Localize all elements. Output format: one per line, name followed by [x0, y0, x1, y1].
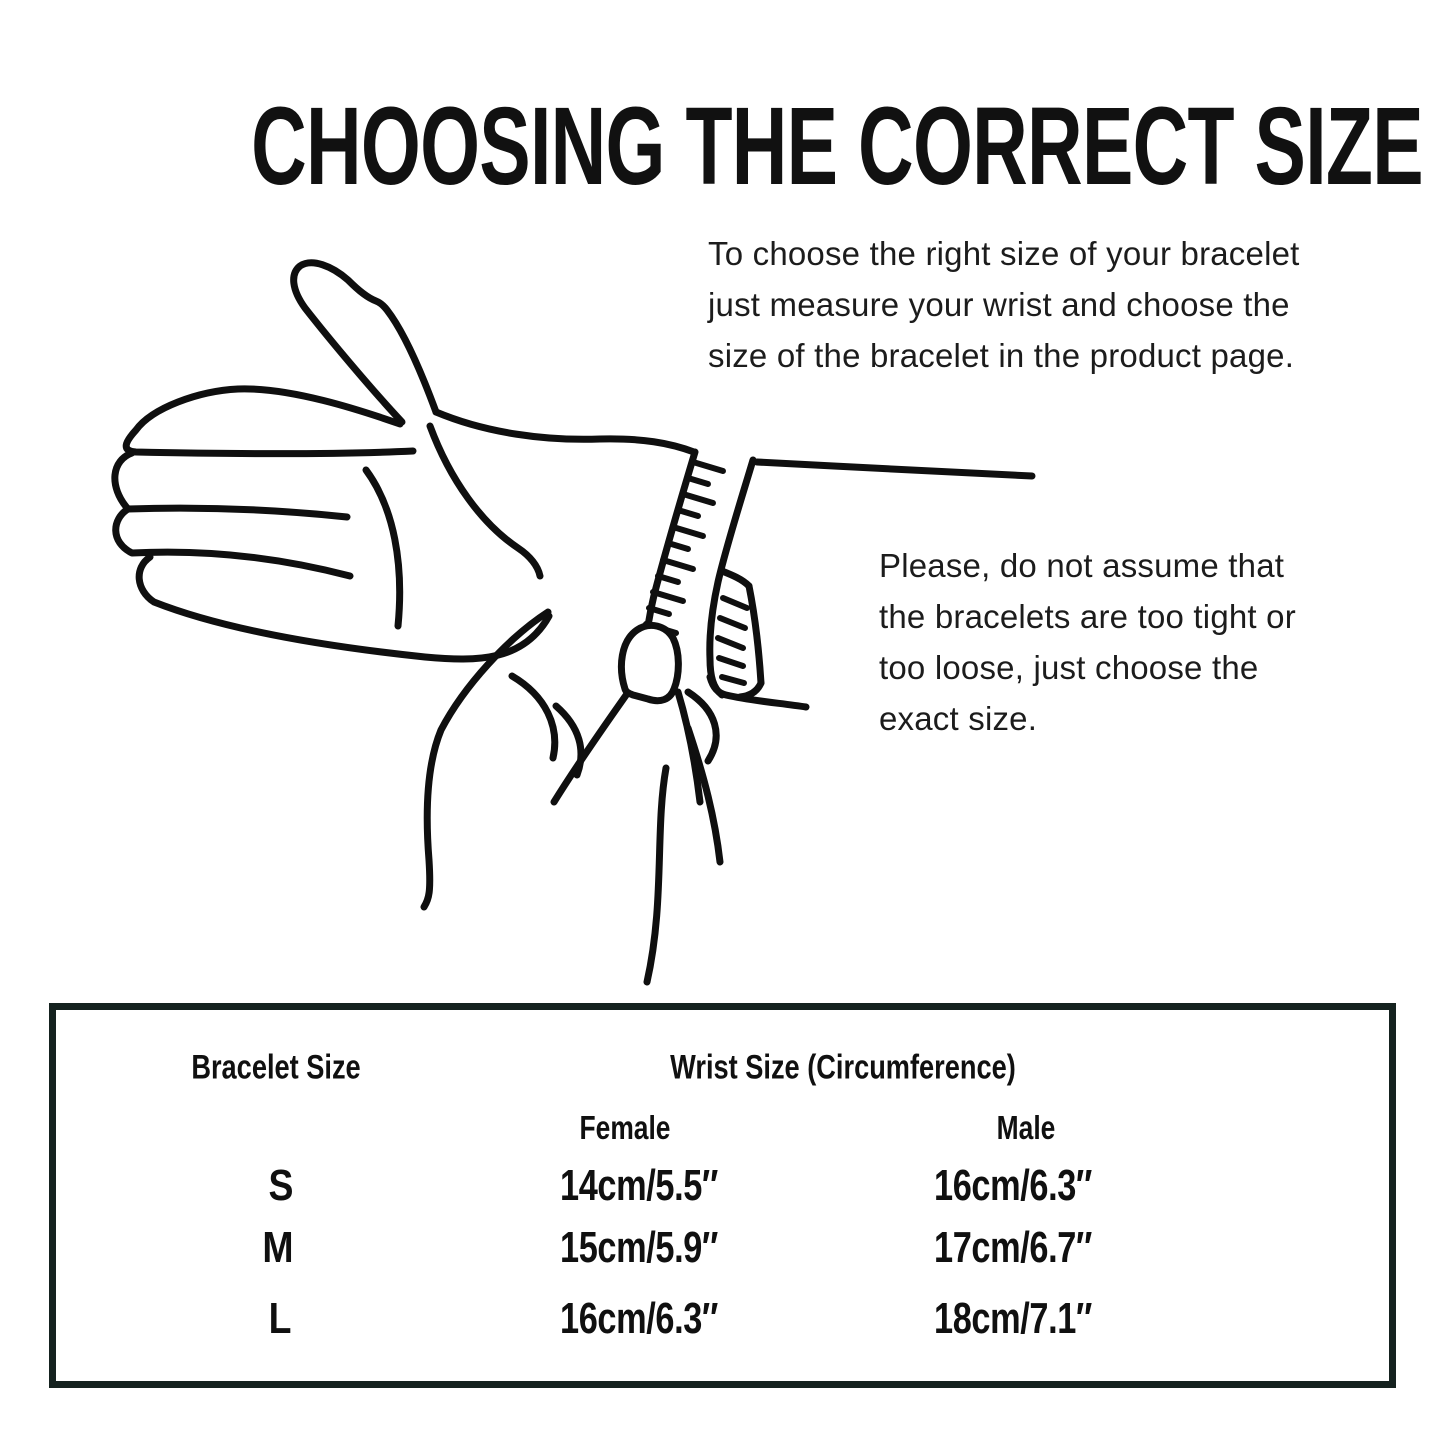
tape-flap-rung [719, 658, 743, 666]
tape-flap-top [722, 571, 749, 586]
size-label-l: L [268, 1294, 292, 1343]
holding-wrist-line [647, 768, 666, 982]
female-column-header: Female [579, 1109, 671, 1146]
tape-flap-rung [723, 598, 747, 608]
tape-tick [668, 543, 688, 549]
page-title [0, 85, 1445, 208]
arm-line [757, 462, 1032, 476]
tape-tick [678, 510, 698, 516]
index-finger [126, 389, 413, 454]
page-title-text: CHOOSING THE CORRECT SIZE [251, 85, 1423, 208]
thumb-web-crease [430, 426, 540, 576]
size-label-m: M [262, 1223, 294, 1272]
intro-line: just measure your wrist and choose the [708, 286, 1290, 323]
tape-tick [683, 494, 713, 503]
hand-top-edge [436, 412, 694, 452]
female-value-s: 14cm/5.5″ [560, 1161, 718, 1210]
note-line: the bracelets are too tight or [879, 598, 1296, 635]
tape-tick [688, 478, 708, 484]
tape-tick [673, 527, 703, 536]
male-value-l: 18cm/7.1″ [934, 1294, 1092, 1343]
tape-tick [653, 592, 683, 601]
male-value-m: 17cm/6.7″ [934, 1223, 1092, 1272]
bracelet-size-header: Bracelet Size [191, 1048, 361, 1087]
note-line: exact size. [879, 700, 1038, 737]
note-line: Please, do not assume that [879, 547, 1285, 584]
tape-tick [663, 560, 693, 569]
thumbnail [621, 625, 678, 700]
tape-flap-rung [718, 638, 743, 648]
intro-line: size of the bracelet in the product page. [708, 337, 1295, 374]
tape-flap-right [749, 586, 761, 683]
female-value-m: 15cm/5.9″ [560, 1223, 718, 1272]
open-hand-illustration [115, 263, 1032, 659]
knuckle-crease [512, 676, 555, 758]
note-line: too loose, just choose the [879, 649, 1259, 686]
tape-flap-rung [722, 677, 744, 683]
hand-with-measuring-tape-icon [0, 240, 1060, 1020]
tape-tick [693, 462, 723, 471]
ring-finger [116, 509, 350, 576]
palm-crease [366, 470, 400, 626]
intro-line: To choose the right size of your bracelet [708, 235, 1300, 272]
female-value-l: 16cm/6.3″ [560, 1294, 718, 1343]
male-value-s: 16cm/6.3″ [934, 1161, 1092, 1210]
size-label-s: S [268, 1161, 294, 1210]
wrist-size-header: Wrist Size (Circumference) [670, 1048, 1016, 1087]
male-column-header: Male [996, 1109, 1056, 1146]
holding-hand-illustration [424, 612, 720, 982]
tape-flap-rung [720, 618, 745, 628]
middle-finger [115, 453, 347, 517]
